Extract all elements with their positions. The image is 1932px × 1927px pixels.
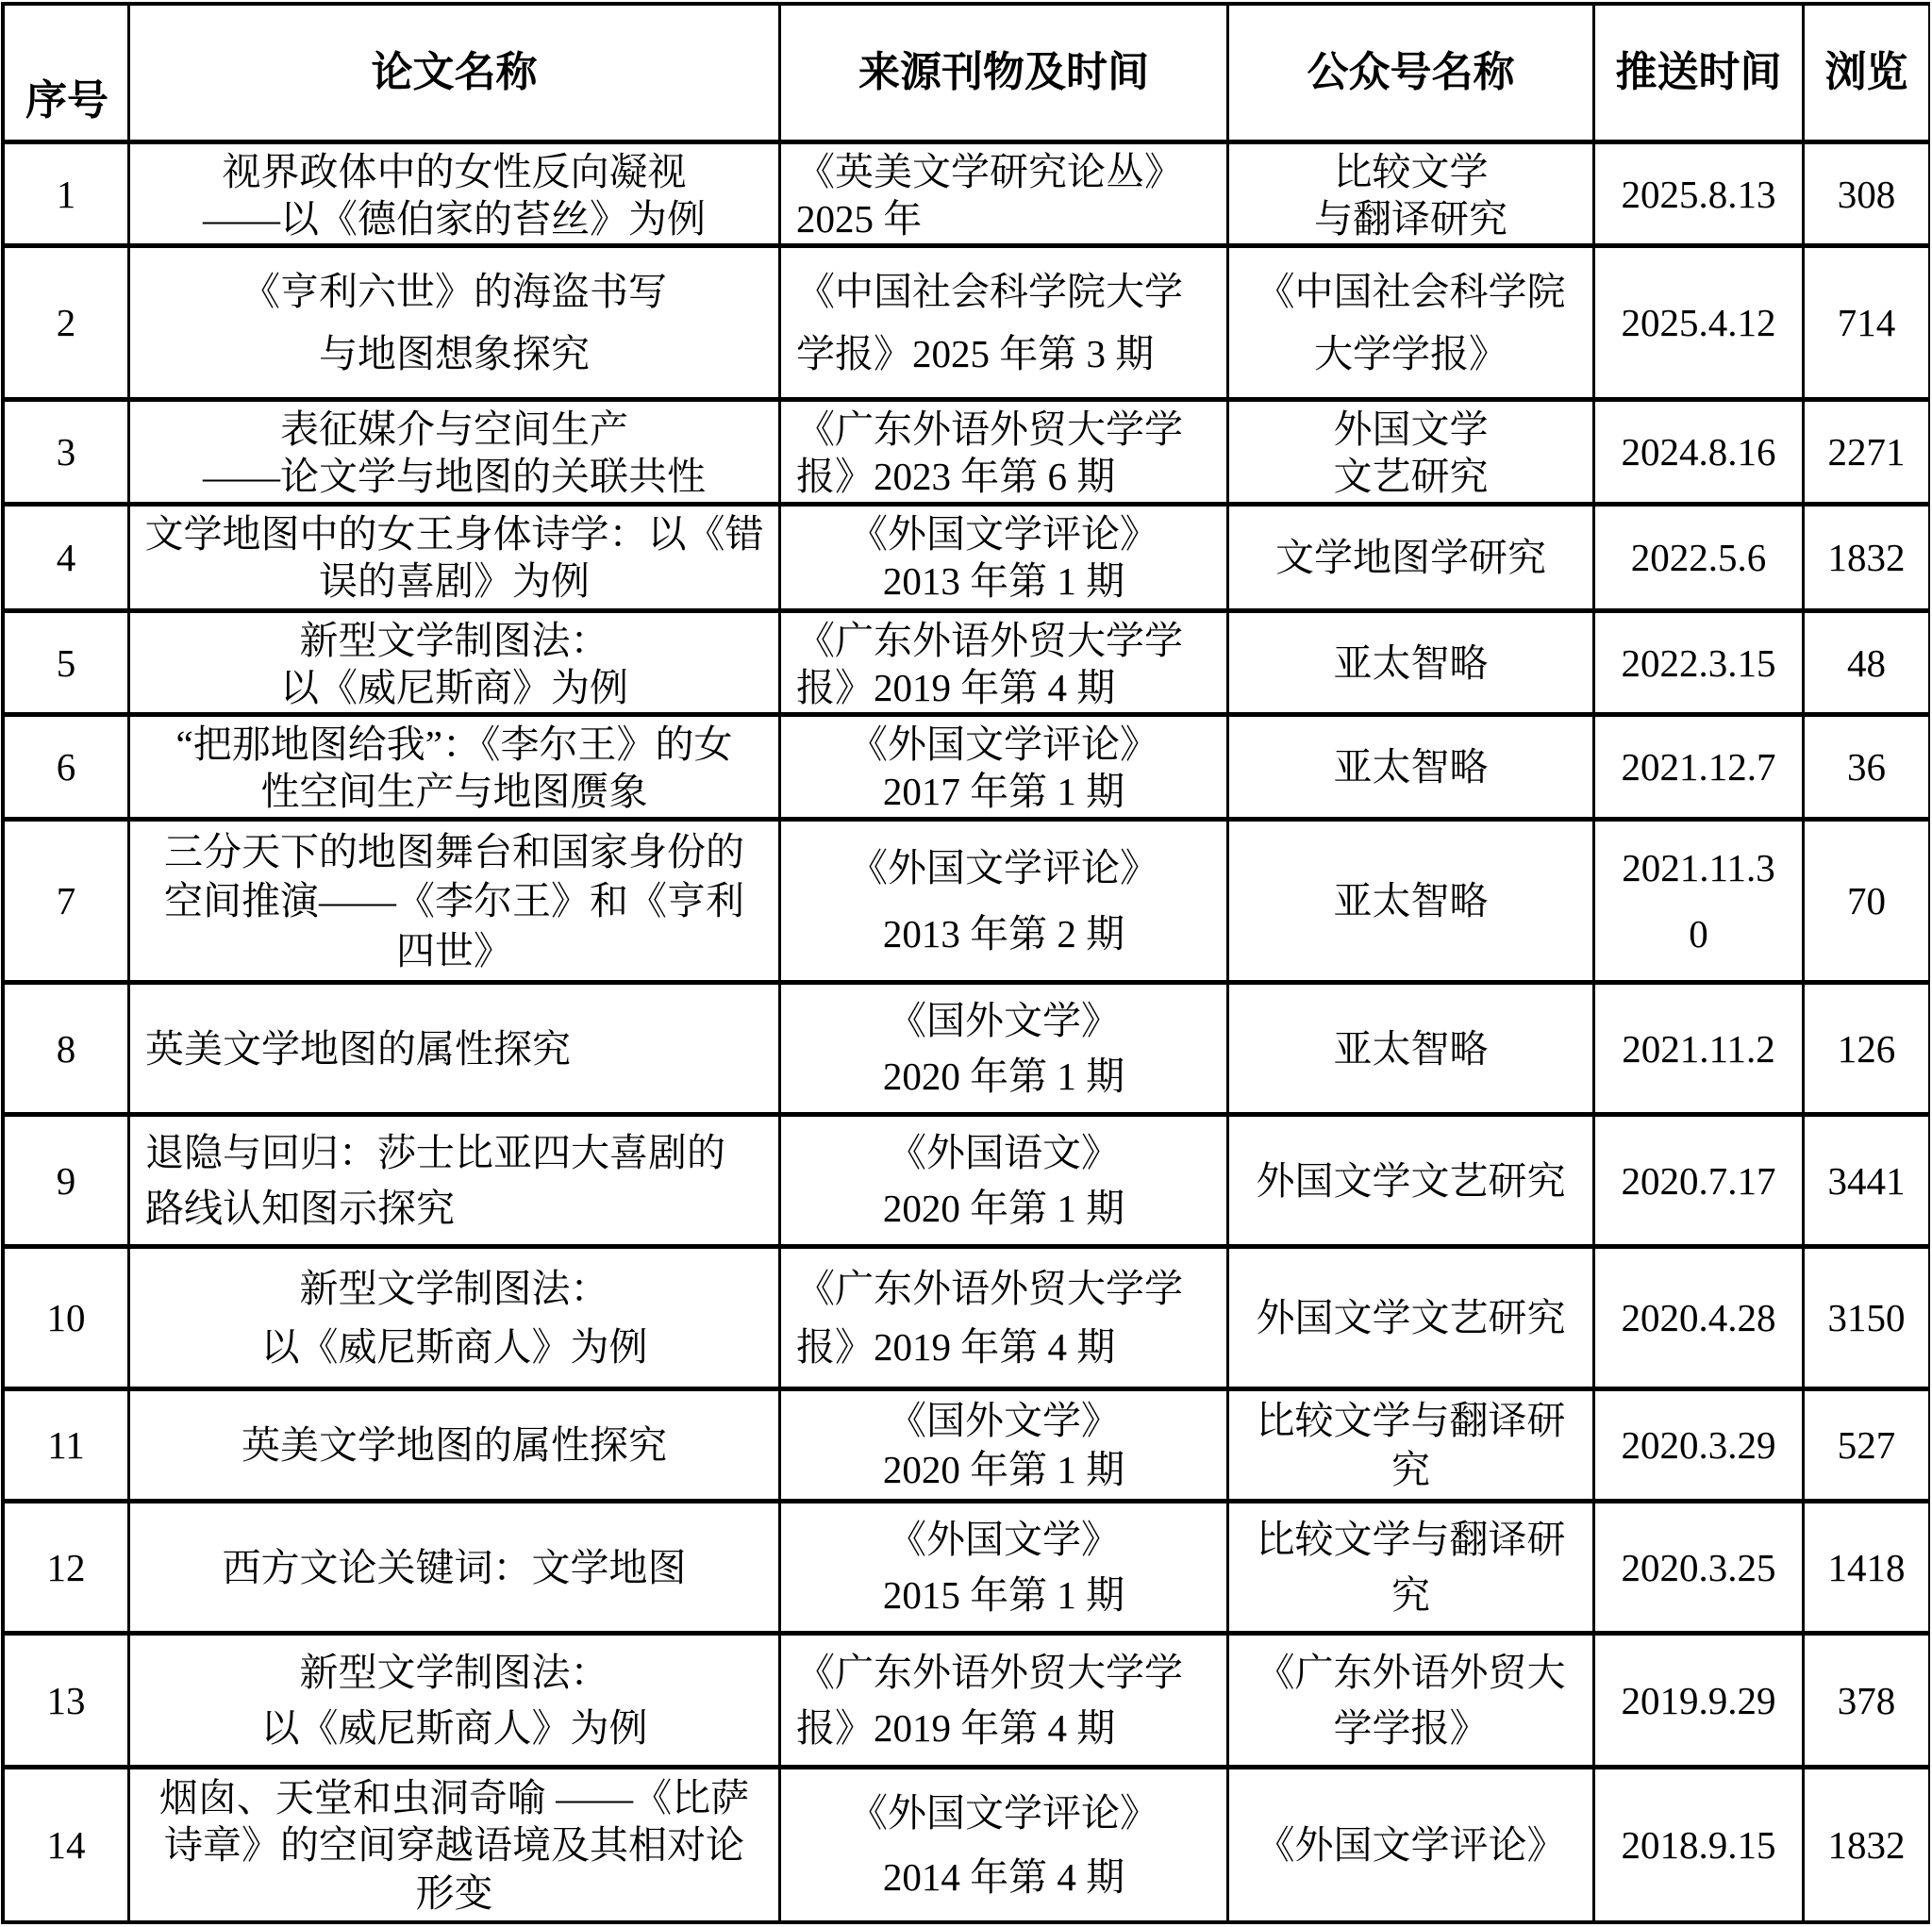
cell-paper-title-line: 文学地图中的女王身体诗学：以《错 <box>144 512 764 556</box>
cell-row-index <box>5 1391 127 1499</box>
cell-paper-title-line: 路线认知图示探究 <box>145 1187 455 1230</box>
cell-paper-title-line: 以《威尼斯商人》为例 <box>260 1706 648 1751</box>
header-cell-view-count <box>1805 6 1928 140</box>
cell-account-name-line: 《外国文学评论》 <box>1256 1823 1566 1867</box>
cell-row-index-line: 8 <box>56 1026 76 1071</box>
cell-push-date <box>1595 1249 1802 1387</box>
cell-row-index-line: 12 <box>46 1545 86 1589</box>
cell-source-journal-line: 2015 年第 1 期 <box>882 1573 1125 1617</box>
cell-source-journal <box>781 822 1226 980</box>
cell-source-journal <box>781 1117 1226 1244</box>
cell-row-index-line: 1 <box>56 172 76 216</box>
cell-paper-title <box>130 1249 778 1387</box>
cell-account-name <box>1229 613 1592 712</box>
cell-paper-title-line: 以《威尼斯商人》为例 <box>260 1325 648 1370</box>
header-label: 序号 <box>25 77 108 124</box>
cell-view-count <box>1805 1769 1928 1920</box>
cell-push-date-line: 2024.8.16 <box>1621 430 1776 473</box>
cell-push-date <box>1595 507 1802 608</box>
cell-row-index <box>5 613 127 712</box>
cell-source-journal-line: 《外国文学评论》 <box>849 1791 1158 1836</box>
cell-row-index-line: 7 <box>56 879 76 922</box>
cell-push-date-line: 2020.7.17 <box>1621 1158 1776 1203</box>
cell-row-index <box>5 822 127 980</box>
cell-account-name-line: 《广东外语外贸大 <box>1256 1650 1566 1694</box>
cell-account-name-line: 《中国社会科学院 <box>1256 269 1566 313</box>
cell-source-journal-line: 学报》2025 年第 3 期 <box>796 332 1155 376</box>
cell-row-index <box>5 402 127 502</box>
cell-row-index-line: 5 <box>56 640 76 685</box>
cell-source-journal-line: 2014 年第 4 期 <box>882 1854 1125 1899</box>
cell-source-journal <box>781 985 1226 1112</box>
cell-row-index-line: 4 <box>56 536 76 579</box>
cell-push-date-line: 2025.4.12 <box>1621 301 1776 344</box>
cell-account-name <box>1229 1391 1592 1499</box>
cell-view-count <box>1805 1391 1928 1499</box>
cell-paper-title-line: “把那地图给我”：《李尔王》的女 <box>175 723 733 766</box>
cell-paper-title <box>130 1769 778 1920</box>
header-cell-paper-title <box>130 6 778 140</box>
cell-source-journal <box>781 144 1226 243</box>
papers-table-grid <box>5 6 1926 1920</box>
cell-push-date <box>1595 402 1802 502</box>
cell-row-index-line: 9 <box>56 1158 76 1203</box>
cell-source-journal <box>781 1769 1226 1920</box>
cell-source-journal-line: 报》2023 年第 6 期 <box>796 455 1116 498</box>
cell-paper-title <box>130 1391 778 1499</box>
cell-account-name-line: 学学报》 <box>1333 1706 1489 1751</box>
cell-source-journal <box>781 248 1226 397</box>
cell-account-name <box>1229 1503 1592 1631</box>
cell-push-date <box>1595 1117 1802 1244</box>
cell-paper-title-line: 性空间生产与地图赝象 <box>260 770 648 813</box>
cell-source-journal-line: 《外国文学评论》 <box>849 723 1158 766</box>
cell-source-journal <box>781 1503 1226 1631</box>
cell-view-count-line: 70 <box>1847 879 1886 922</box>
cell-account-name <box>1229 1117 1592 1244</box>
cell-paper-title-line: 以《威尼斯商》为例 <box>280 666 628 709</box>
cell-view-count-line: 3150 <box>1827 1296 1906 1339</box>
header-label: 论文名称 <box>371 49 538 95</box>
header-cell-push-date <box>1595 6 1802 140</box>
cell-view-count <box>1805 402 1928 502</box>
cell-push-date <box>1595 248 1802 397</box>
cell-source-journal-line: 《广东外语外贸大学学 <box>796 619 1183 662</box>
cell-account-name-line: 文艺研究 <box>1333 455 1489 498</box>
cell-paper-title-line: 西方文论关键词：文学地图 <box>222 1545 687 1589</box>
cell-source-journal-line: 2013 年第 1 期 <box>882 559 1125 603</box>
cell-view-count <box>1805 1249 1928 1387</box>
cell-paper-title-line: 诗章》的空间穿越语境及其相对论 <box>164 1823 744 1867</box>
cell-account-name <box>1229 507 1592 608</box>
cell-row-index <box>5 507 127 608</box>
cell-view-count <box>1805 507 1928 608</box>
cell-row-index-line: 11 <box>47 1423 85 1467</box>
cell-account-name-line: 亚太智略 <box>1333 640 1489 685</box>
cell-paper-title-line: 形变 <box>415 1870 493 1915</box>
cell-paper-title <box>130 717 778 817</box>
cell-account-name <box>1229 248 1592 397</box>
cell-view-count-line: 48 <box>1847 640 1886 685</box>
header-cell-source-journal <box>781 6 1226 140</box>
cell-view-count-line: 378 <box>1837 1678 1896 1722</box>
cell-paper-title <box>130 1636 778 1765</box>
cell-account-name-line: 亚太智略 <box>1333 1026 1489 1071</box>
cell-paper-title <box>130 822 778 980</box>
cell-paper-title-line: 误的喜剧》为例 <box>319 559 590 603</box>
cell-push-date <box>1595 1769 1802 1920</box>
cell-source-journal-line: 2025 年 <box>796 197 923 241</box>
cell-source-journal <box>781 1636 1226 1765</box>
cell-account-name <box>1229 1769 1592 1920</box>
cell-account-name-line: 比较文学与翻译研 <box>1256 1399 1566 1442</box>
cell-paper-title <box>130 402 778 502</box>
cell-paper-title-line: ——论文学与地图的关联共性 <box>203 455 706 498</box>
cell-row-index <box>5 144 127 243</box>
cell-push-date-line: 2020.4.28 <box>1621 1296 1776 1339</box>
cell-paper-title-line: 视界政体中的女性反向凝视 <box>222 150 687 193</box>
cell-push-date <box>1595 1391 1802 1499</box>
cell-view-count <box>1805 1117 1928 1244</box>
cell-row-index-line: 10 <box>46 1296 86 1339</box>
cell-view-count <box>1805 1636 1928 1765</box>
cell-row-index-line: 3 <box>56 430 76 473</box>
cell-push-date-line: 0 <box>1689 912 1708 955</box>
papers-table <box>1 2 1930 1924</box>
cell-source-journal-line: 《外国文学评论》 <box>849 512 1158 556</box>
cell-push-date <box>1595 822 1802 980</box>
cell-paper-title-line: 《亨利六世》的海盗书写 <box>242 269 667 313</box>
cell-paper-title <box>130 144 778 243</box>
cell-row-index <box>5 717 127 817</box>
cell-row-index-line: 2 <box>56 301 76 344</box>
cell-paper-title <box>130 985 778 1112</box>
cell-source-journal <box>781 402 1226 502</box>
cell-account-name <box>1229 402 1592 502</box>
cell-view-count-line: 36 <box>1847 745 1886 789</box>
cell-account-name-line: 比较文学 <box>1333 150 1489 193</box>
cell-source-journal <box>781 507 1226 608</box>
cell-push-date <box>1595 717 1802 817</box>
cell-push-date-line: 2020.3.29 <box>1621 1423 1776 1467</box>
cell-row-index <box>5 985 127 1112</box>
cell-row-index-line: 14 <box>46 1823 86 1867</box>
cell-source-journal-line: 《国外文学》 <box>888 1399 1120 1442</box>
cell-source-journal-line: 2020 年第 1 期 <box>882 1448 1125 1491</box>
cell-source-journal-line: 报》2019 年第 4 期 <box>796 1325 1116 1370</box>
cell-row-index <box>5 1636 127 1765</box>
cell-push-date <box>1595 1503 1802 1631</box>
cell-view-count <box>1805 1503 1928 1631</box>
cell-paper-title-line: 新型文学制图法： <box>299 619 609 662</box>
cell-push-date-line: 2021.11.3 <box>1622 846 1775 889</box>
cell-account-name-line: 外国文学文艺研究 <box>1256 1158 1566 1203</box>
cell-push-date <box>1595 613 1802 712</box>
header-cell-index <box>5 6 127 140</box>
cell-source-journal-line: 2020 年第 1 期 <box>882 1187 1125 1230</box>
cell-row-index <box>5 1249 127 1387</box>
cell-view-count <box>1805 248 1928 397</box>
cell-source-journal-line: 《中国社会科学院大学 <box>796 269 1183 313</box>
cell-account-name <box>1229 717 1592 817</box>
cell-paper-title-line: 英美文学地图的属性探究 <box>242 1423 667 1467</box>
cell-source-journal <box>781 1391 1226 1499</box>
cell-view-count-line: 527 <box>1837 1423 1896 1467</box>
cell-push-date <box>1595 144 1802 243</box>
cell-source-journal-line: 《广东外语外贸大学学 <box>796 1266 1183 1310</box>
cell-account-name <box>1229 822 1592 980</box>
cell-account-name-line: 亚太智略 <box>1333 745 1489 789</box>
cell-push-date-line: 2022.5.6 <box>1630 536 1767 579</box>
cell-source-journal-line: 《广东外语外贸大学学 <box>796 407 1183 451</box>
cell-source-journal <box>781 717 1226 817</box>
cell-account-name <box>1229 144 1592 243</box>
cell-account-name <box>1229 1249 1592 1387</box>
cell-paper-title <box>130 1117 778 1244</box>
cell-view-count-line: 308 <box>1837 172 1896 216</box>
cell-source-journal <box>781 613 1226 712</box>
cell-account-name-line: 外国文学 <box>1333 407 1489 451</box>
cell-push-date-line: 2021.12.7 <box>1621 745 1776 789</box>
cell-account-name-line: 亚太智略 <box>1333 879 1489 922</box>
cell-source-journal-line: 《广东外语外贸大学学 <box>796 1650 1183 1694</box>
cell-account-name-line: 大学学报》 <box>1314 332 1507 376</box>
cell-source-journal-line: 2013 年第 2 期 <box>882 912 1125 955</box>
cell-paper-title-line: 四世》 <box>396 928 512 972</box>
cell-row-index-line: 13 <box>46 1678 86 1722</box>
cell-account-name-line: 外国文学文艺研究 <box>1256 1296 1566 1339</box>
cell-paper-title-line: 烟囱、天堂和虫洞奇喻 ——《比萨 <box>158 1775 750 1819</box>
cell-paper-title-line: 三分天下的地图舞台和国家身份的 <box>164 829 744 873</box>
cell-account-name-line: 究 <box>1391 1448 1430 1491</box>
header-cell-account-name <box>1229 6 1592 140</box>
cell-source-journal-line: 《外国文学评论》 <box>849 846 1158 889</box>
cell-push-date-line: 2025.8.13 <box>1621 172 1776 216</box>
cell-source-journal-line: 《外国文学》 <box>888 1518 1120 1561</box>
cell-push-date-line: 2020.3.25 <box>1621 1545 1776 1589</box>
cell-row-index <box>5 248 127 397</box>
cell-paper-title <box>130 248 778 397</box>
cell-view-count-line: 1418 <box>1827 1545 1906 1589</box>
cell-row-index <box>5 1503 127 1631</box>
cell-push-date <box>1595 1636 1802 1765</box>
cell-push-date-line: 2021.11.2 <box>1622 1026 1775 1071</box>
cell-source-journal-line: 《国外文学》 <box>888 999 1120 1042</box>
cell-source-journal-line: 《英美文学研究论丛》 <box>796 150 1183 193</box>
cell-account-name-line: 文学地图学研究 <box>1275 536 1546 579</box>
cell-source-journal <box>781 1249 1226 1387</box>
cell-view-count-line: 3441 <box>1827 1158 1906 1203</box>
cell-view-count <box>1805 822 1928 980</box>
cell-source-journal-line: 《外国语文》 <box>888 1131 1120 1174</box>
cell-source-journal-line: 2020 年第 1 期 <box>882 1055 1125 1098</box>
cell-row-index <box>5 1769 127 1920</box>
cell-account-name <box>1229 985 1592 1112</box>
cell-row-index <box>5 1117 127 1244</box>
cell-paper-title-line: 空间推演——《李尔王》和《亨利 <box>164 879 744 922</box>
cell-view-count-line: 714 <box>1837 301 1896 344</box>
cell-view-count <box>1805 717 1928 817</box>
cell-push-date-line: 2018.9.15 <box>1621 1823 1776 1867</box>
cell-view-count-line: 2271 <box>1827 430 1906 473</box>
cell-push-date <box>1595 985 1802 1112</box>
cell-source-journal-line: 报》2019 年第 4 期 <box>796 666 1116 709</box>
cell-account-name-line: 比较文学与翻译研 <box>1256 1518 1566 1561</box>
cell-paper-title-line: 表征媒介与空间生产 <box>280 407 628 451</box>
cell-source-journal-line: 2017 年第 1 期 <box>882 770 1125 813</box>
cell-view-count <box>1805 985 1928 1112</box>
cell-view-count-line: 1832 <box>1827 1823 1906 1867</box>
cell-row-index-line: 6 <box>56 745 76 789</box>
header-label: 推送时间 <box>1615 49 1782 95</box>
header-label: 来源刊物及时间 <box>858 49 1149 95</box>
cell-push-date-line: 2022.3.15 <box>1621 640 1776 685</box>
cell-paper-title-line: 与地图想象探究 <box>319 332 590 376</box>
cell-view-count-line: 126 <box>1837 1026 1896 1071</box>
cell-view-count <box>1805 144 1928 243</box>
cell-account-name-line: 究 <box>1391 1573 1430 1617</box>
cell-paper-title-line: 新型文学制图法： <box>299 1650 609 1694</box>
header-label: 公众号名称 <box>1307 49 1515 95</box>
cell-paper-title-line: 新型文学制图法： <box>299 1266 609 1310</box>
cell-paper-title <box>130 1503 778 1631</box>
cell-paper-title-line: ——以《德伯家的苔丝》为例 <box>203 197 706 241</box>
cell-view-count <box>1805 613 1928 712</box>
cell-paper-title-line: 退隐与回归：莎士比亚四大喜剧的 <box>145 1131 725 1174</box>
cell-account-name-line: 与翻译研究 <box>1314 197 1507 241</box>
cell-source-journal-line: 报》2019 年第 4 期 <box>796 1706 1116 1751</box>
header-label: 浏览 <box>1824 49 1908 95</box>
cell-account-name <box>1229 1636 1592 1765</box>
cell-view-count-line: 1832 <box>1827 536 1906 579</box>
cell-push-date-line: 2019.9.29 <box>1621 1678 1776 1722</box>
cell-paper-title <box>130 613 778 712</box>
cell-paper-title <box>130 507 778 608</box>
cell-paper-title-line: 英美文学地图的属性探究 <box>145 1026 571 1071</box>
